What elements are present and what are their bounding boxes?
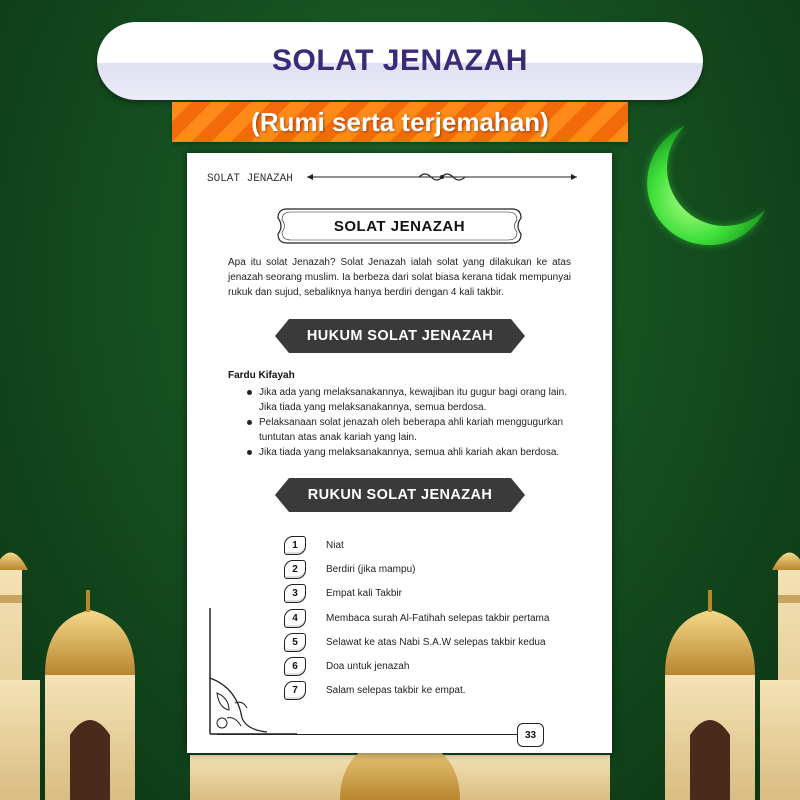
rukun-banner: RUKUN SOLAT JENAZAH [307, 487, 493, 503]
step-number: 5 [284, 633, 306, 652]
step-row [284, 679, 584, 703]
step-row [284, 557, 584, 581]
footer-rule [217, 734, 517, 735]
step-row [284, 582, 584, 606]
step-number: 1 [284, 536, 306, 555]
intro-paragraph: Apa itu solat Jenazah? Solat Jenazah ialah solat yang dilakukan ke atas jenazah seorang muslim. Ia berbeza dari solat biasa kerana tidak mempunyai rukuk dan sujud, sebaliknya hanya berdiri dengan 4 kali takbir. [228, 257, 571, 298]
page-title: SOLAT JENAZAH [272, 44, 528, 77]
step-number: 4 [284, 609, 306, 628]
hukum-banner: HUKUM SOLAT JENAZAH [306, 328, 494, 344]
step-number: 3 [284, 584, 306, 603]
corner-ornament-icon [207, 608, 297, 738]
step-row [284, 654, 584, 678]
section-title: SOLAT JENAZAH [333, 217, 466, 235]
list-item: Pelaksanaan solat jenazah oleh beberapa ahli kariah menggugurkan tuntutan atas anak kariah yang lain. [247, 415, 587, 445]
list-item: Jika tiada yang melaksanakannya, semua ahli kariah akan berdosa. [247, 445, 587, 460]
step-label: Selawat ke atas Nabi S.A.W selepas takbir kedua [326, 636, 546, 648]
step-label: Empat kali Takbir [326, 588, 402, 600]
step-row [284, 606, 584, 630]
step-label: Membaca surah Al-Fatihah selepas takbir pertama [326, 612, 550, 624]
page-number: 33 [517, 723, 544, 747]
list-item: Jika ada yang melaksanakannya, kewajiban itu gugur bagi orang lain. Jika tiada yang melaksanakannya, semua berdosa. [247, 385, 587, 415]
ornamental-divider-icon [307, 171, 577, 183]
subtitle-banner [172, 102, 628, 142]
crescent-moon-icon [625, 118, 775, 258]
step-label: Doa untuk jenazah [326, 661, 410, 673]
step-row [284, 533, 584, 557]
title-banner [97, 22, 703, 100]
step-number: 7 [284, 681, 306, 700]
hukum-list [247, 385, 587, 460]
step-number: 6 [284, 657, 306, 676]
step-number: 2 [284, 560, 306, 579]
fardu-heading: Fardu Kifayah [228, 370, 295, 381]
rukun-steps [284, 533, 584, 703]
step-row [284, 630, 584, 654]
running-head: SOLAT JENAZAH [207, 173, 293, 185]
book-page [187, 153, 612, 753]
step-label: Salam selepas takbir ke empat. [326, 685, 466, 697]
step-label: Niat [326, 539, 344, 551]
page-subtitle: (Rumi serta terjemahan) [251, 106, 549, 137]
step-label: Berdiri (jika mampu) [326, 563, 416, 575]
